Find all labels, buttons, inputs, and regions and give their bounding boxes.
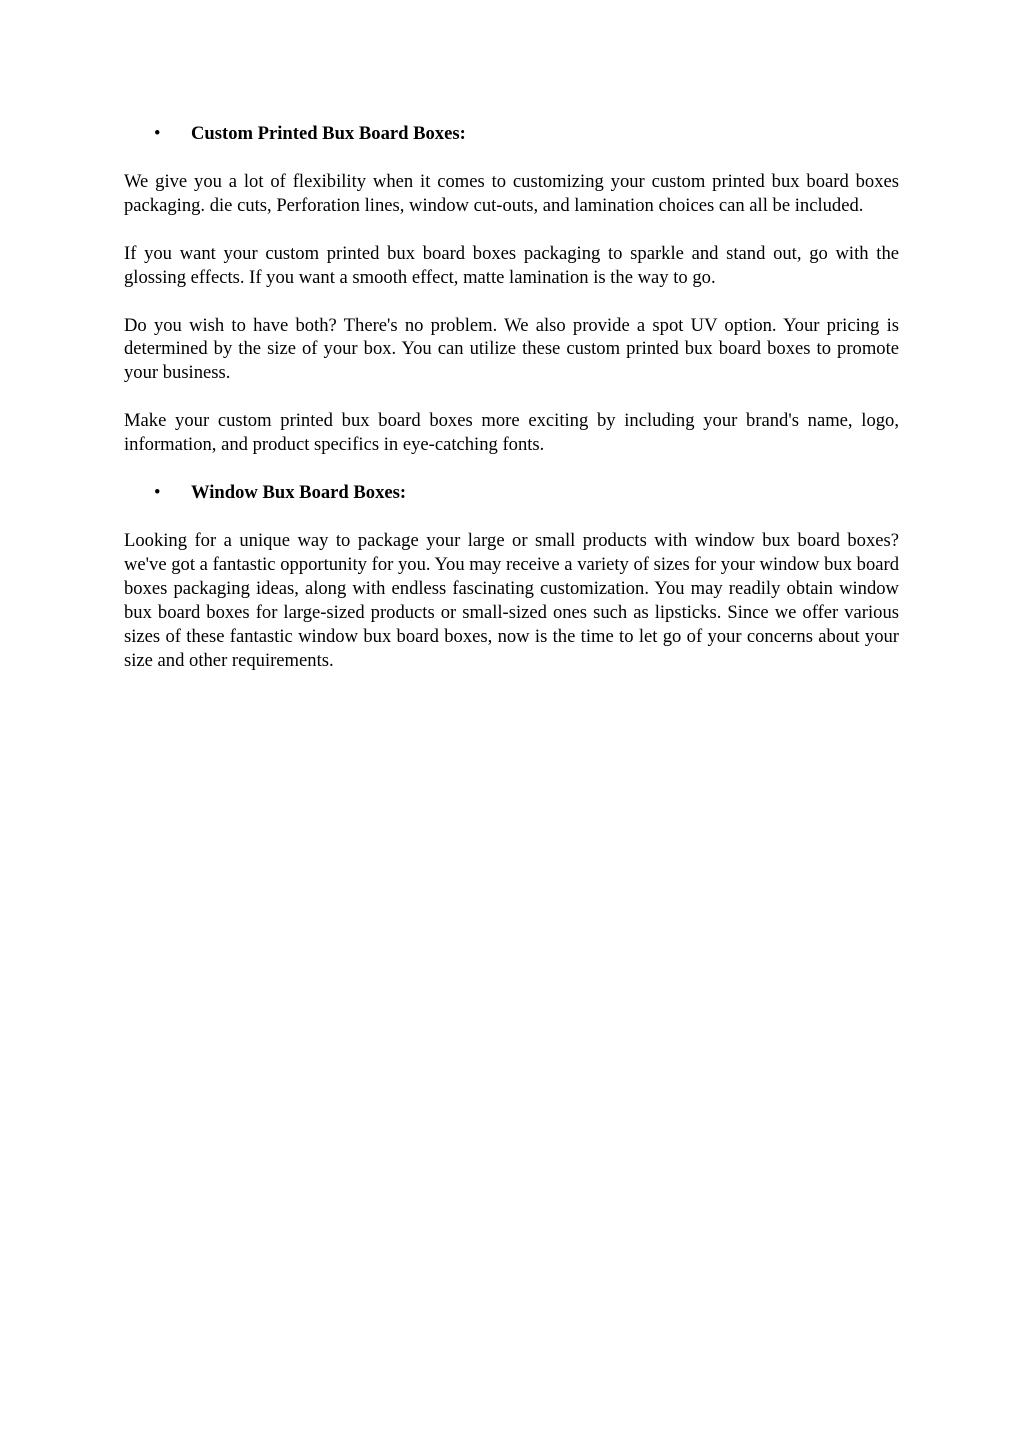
paragraph: We give you a lot of flexibility when it comes to customizing your custom printed bux board boxes packaging. die cuts, Perforation lines, window cut-outs, and lamination choices can all be included. — [124, 170, 899, 216]
paragraph: Looking for a unique way to package your large or small products with window bux board boxes? we've got a fantastic opportunity for you. You may receive a variety of sizes for your window bux board boxes packaging ideas, along with endless fascinating customization. You may readily obtain window bux board boxes for large-sized products or small-sized ones such as lipsticks. Since we offer various sizes of these fantastic window bux board boxes, now is the time to let go of your concerns about your size and other requirements. — [124, 529, 899, 671]
heading-text: Custom Printed Bux Board Boxes: — [191, 123, 466, 144]
paragraph: Make your custom printed bux board boxes more exciting by including your brand's name, logo, information, and product specifics in eye-catching fonts. — [124, 410, 899, 456]
paragraph: If you want your custom printed bux board boxes packaging to sparkle and stand out, go with the glossing effects. If you want a smooth effect, matte lamination is the way to go. — [124, 242, 899, 288]
heading-text: Window Bux Board Boxes: — [191, 482, 407, 504]
paragraph: Do you wish to have both? There's no problem. We also provide a spot UV option. Your pricing is determined by the size of your box. You can utilize these custom printed bux board boxes to promote your business. — [124, 314, 899, 384]
bullet-icon: • — [154, 123, 161, 144]
section-heading-custom-printed — [124, 122, 899, 146]
document-body — [124, 122, 899, 696]
bullet-icon: • — [154, 482, 161, 504]
section-heading-window — [124, 481, 899, 505]
